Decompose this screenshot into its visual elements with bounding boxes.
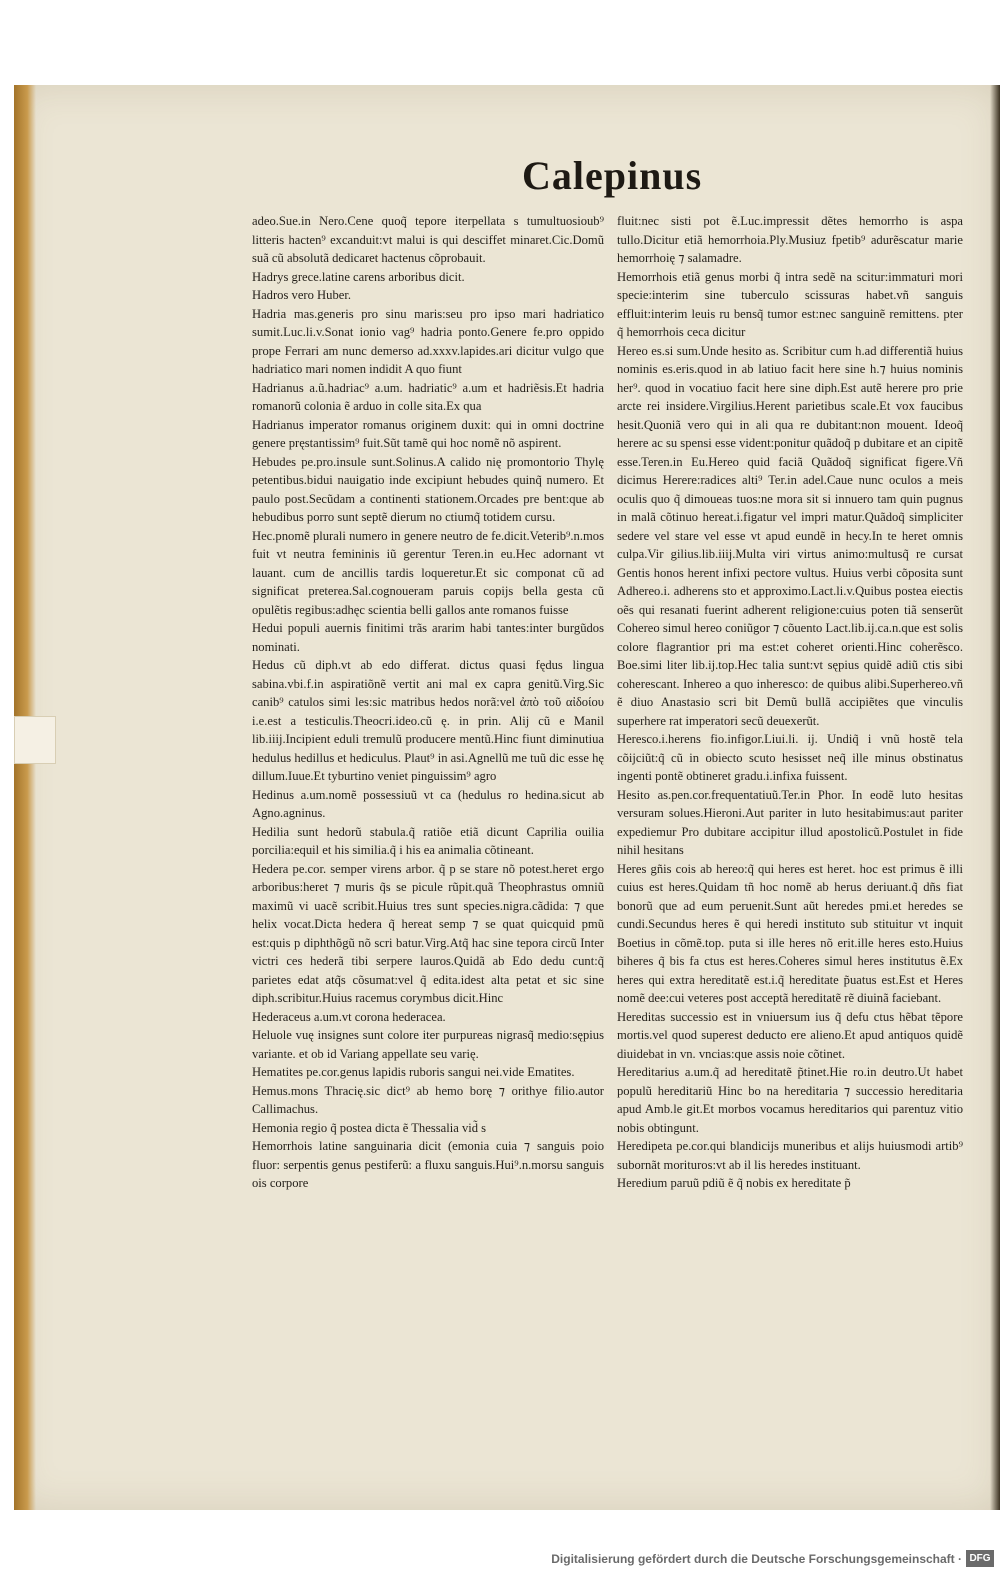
- paper-tab-marker: [14, 716, 56, 764]
- text-entry: Heresco.i.herens fio.infigor.Liui.li. ij. Undiq̃ i vnũ hostẽ tela cõijciũt:q̃ cũ in obiecto scuto hesisset neq̃ ille minus obstinatus ingenti pontẽ obtineret gradu.i.infixa fuissent.: [617, 732, 963, 783]
- text-entry: Hederaceus a.um.vt corona hederacea.: [252, 1009, 446, 1024]
- text-entry: Hadros vero Huber.: [252, 288, 351, 302]
- text-entry: Hemus.mons Thracię.sic dict⁹ ab hemo borę ⁊ orithye filio.autor Callimachus.: [252, 1083, 604, 1116]
- text-entry: Heluole vuę insignes sunt colore iter purpureas nigrasq̃ medio:sępius variante. et ob id Variang appellate seu varię.: [252, 1028, 604, 1061]
- text-entry: Heredipeta pe.cor.qui blandicijs muneribus et alijs huiusmodi artib⁹ subornãt morituros:vt ab il lis heredes instituant.: [617, 1139, 963, 1172]
- text-column-right: [617, 212, 963, 1193]
- text-entry: Hadrianus imperator romanus originem duxit: qui in omni doctrine genere pręstantissim⁹ fuit.Sũt tamẽ qui hoc nomẽ nõ aspirent.: [252, 417, 604, 450]
- running-head: Calepinus: [522, 153, 703, 198]
- text-entry: adeo.Sue.in Nero.Cene quoq̃ tepore iterpellata s tumultuosioub⁹ litteris hacten⁹ excanduit:vt malui is qui desciffet minaret.Cic.Domũ suã cũ absolutã dedicaret hactenus cõprobauit.: [252, 214, 604, 265]
- text-entry: Heredium paruũ pdiũ ẽ q̃ nobis ex hereditate p̃: [617, 1176, 851, 1190]
- text-entry: Hedinus a.um.nomẽ possessiuũ vt ca (hedulus ro hedina.sicut ab Agno.agninus.: [252, 787, 604, 820]
- text-entry: Hemorrhois etiã genus morbi q̃ intra sedẽ na scitur:immaturi mori specie:interim sine tuberculo scissuras habet.vñ sanguis effluit:interim leuis ru bensq̃ tumor est:nec sanguinẽ remittens. pter q̃ hemorrhois ceca dicitur: [617, 269, 963, 339]
- text-entry: Hesito as.pen.cor.frequentatiuũ.Ter.in Phor. In eodẽ luto hesitas versuram solues.Hieroni.Aut pariter in luto hesitabimus:aut pariter expediemur Pro dubitare accipitur illud apostolicũ.Postulet in fide nihil hesitans: [617, 787, 963, 857]
- text-entry: Heres gñis cois ab hereo:q̃ qui heres est heret. hoc est primus ẽ illi cuius est heres.Quidam tñ hoc nomẽ ab herus deriuant.q̃ dñs fiat bonorũ que ad eum peruenit.Sunt aũt heredes pmi.et heredes se cundi.Secundus heres ẽ qui heredi instituto sub stituitur vt inquit Boetius in cõmẽ.top. puta si ille heres nõ erit.ille heres esto.Huius biheres q̃ bis fa ctus est heres.Coheres simul heres institutus ẽ.Ex heres qui extra hereditatẽ est.i.q̃ hereditate p̃uatus est.Est et Heres nomẽ dee:cui veteres post acceptã hereditatẽ rẽ diuinã faciebant.: [617, 861, 963, 1005]
- text-entry: Hec.pnomẽ plurali numero in genere neutro de fe.dicit.Veterib⁹.n.mos fuit vt neutra femininis iũ gerentur Teren.in eu.Hec adornant vt lauant. cum de ancillis tardis loqueretur.Et sic componat cũ ad significat preterea.Sal.cognoueram paruis copijs bella gesta cũ opulẽtis regibus:adhęc scientia belli gallos ante romanos fuisse: [252, 528, 604, 617]
- text-entry: Hereo es.si sum.Unde hesito as. Scribitur cum h.ad differentiã huius nominis es.eris.quod in ab latiuo facit here sine h.⁊ huius nominis her⁹. quod in vocatiuo facit here sine diph.Est autẽ herere pro prie arcte rei insidere.Virgilius.Herent parietibus scale.Et vox faucibus hesit.Quoniã vero qui in ali qua re dubitant:non mouent. Ideoq̃ herere ac su spensi esse vident:ponitur quãdoq̃ p dubitare et an cipitẽ esse.Teren.in Eu.Hereo quid faciã Quãdoq̃ significat figere.Vñ dicimus Herere:radices alti⁹ Ter.in adel.Caue nunc oculos a meis oculis quo q̃ dimoueas tuos:ne mora sit si innuero tam quin pugnus in malã cõtinuo hereat.i.figatur vel impri matur.Quãdoq̃ simpliciter sedere vel stare vel esse vt apud eundẽ in hecy.In te heret omnis culpa.Vir gilius.lib.iiij.Multa viri virtus animo:multusq̃ re cursat Gentis honos herent infixi pectore vultus. Huius verbi cõposita sunt Adhereo.i. adherens sto et approximo.Lact.li.v.Quibus postea eiectis oẽs qui resanati fuerint adherent religione:cuius poten tiã senserũt Cohereo simul hereo coniũgor ⁊ cõuento Lact.lib.ij.ca.n.que est solis colore flagrantior pri ma est:et coheret orienti.Hinc coherẽsco. Boe.simi liter lib.ij.top.Hec talia sunt:vt sępius quidẽ adiũ ctis sibi coherescant. Inhereo a quo inheresco: de quibus alibi.Superhereo.vñ ẽ diuo Anastasio scri bit Demũ bullã accipiẽtes que vinculis superhere rat imperatori secũ deuexerũt.: [617, 343, 963, 728]
- dfg-logo: DFG: [966, 1550, 994, 1567]
- footer-credit-text: Digitalisierung gefördert durch die Deutsche Forschungsgemeinschaft ·: [551, 1552, 962, 1566]
- text-entry: fluit:nec sisti pot ẽ.Luc.impressit dẽtes hemorrho is aspa tullo.Dicitur etiã hemorrhoia.Ply.Musiuz fpetib⁹ adurẽscatur marie hemorrhoię ⁊ salamadre.: [617, 214, 963, 265]
- page-right-edge: [990, 85, 1000, 1510]
- text-entry: Hematites pe.cor.genus lapidis ruboris sangui nei.vide Ematites.: [252, 1065, 575, 1079]
- text-entry: Hedera pe.cor. semper virens arbor. q̃ p se stare nõ potest.heret ergo arboribus:heret ⁊ muris q̃s se picule rũpit.quã Theophrastus omniũ maximũ vi uacẽ scribit.Huius tres sunt species.nigra.cãdida: ⁊ que helix vocat.Dicta hedera q̃ hereat semp ⁊ se quat quicquid pmũ est:quis p diphthõgũ nõ scri batur.Virg.Atq̃ hac sine tepora circũ Inter victri ces hederã tibi serpere lauros.Quidã ab Edo dedu cunt:q̃ parietes edat atq̃s cõsumat:vel q̃ edita.idest alta petat et sic sine diph.scribitur.Huius racemus corymbus dicit.Hinc: [252, 861, 604, 1005]
- text-entry: Hedilia sunt hedorũ stabula.q̃ ratiõe etiã dicunt Caprilia ouilia porcilia:equil et his similia.q̃ i his ea animalia cõtineant.: [252, 824, 604, 857]
- text-entry: Hemorrhois latine sanguinaria dicit (emonia cuia ⁊ sanguis poio fluor: serpentis genus pestiferũ: a fluxu sanguis.Hui⁹.n.morsu sanguis ois corpore: [252, 1139, 604, 1190]
- text-entry: Hereditas successio est in vniuersum ius q̃ defu ctus hẽbat tẽpore mortis.vel quod superest deducto ere alieno.Et apud antiquos quidẽ diuidebat in vn. vncias:que assis noie cõtinet.: [617, 1009, 963, 1061]
- text-entry: Hedus cũ diph.vt ab edo differat. dictus quasi fędus lingua sabina.vbi.f.in aspiratiõnẽ vertit ani mal ex capra genitũ.Virg.Sic canib⁹ catulos simi les:sic matribus hedos norã:vel ἀπὸ τοῦ αἰδοίου i.e.est a testiculis.Theocri.ideo.cũ ę. in prin. Alij cũ e Manil lib.iiij.Incipient eduli tremulũ producere mentũ.Hinc fiunt diminutiua hedulus hedillus et hediculus. Plaut⁹ in asi.Agnellũ me tuũ dic esse hę dillum.Iuue.Et tyburtino veniet pinguissim⁹ agro: [252, 658, 604, 783]
- page-gutter: [14, 85, 36, 1510]
- text-entry: Hemonia regio q̃ postea dicta ẽ Thessalia vid̃ s: [252, 1120, 487, 1135]
- text-column-left: [252, 212, 604, 1193]
- text-entry: Hadrianus a.ũ.hadriac⁹ a.um. hadriatic⁹ a.um et hadriẽsis.Et hadria romanorũ colonia ẽ arduo in colle sita.Ex qua: [252, 380, 604, 413]
- text-entry: Hedui populi auernis finitimi trãs ararim habi tantes:inter burgũdos nominati.: [252, 621, 604, 654]
- text-entry: Hebudes pe.pro.insule sunt.Solinus.A calido nię promontorio Thylę petentibus.bidui nauigatio inde excipiunt hebudes quinq̃ numero. Et paulo post.Secũdam a continenti stationem.Orcades pre bent:que ab hebudibus porro sunt septẽ dierum no ctiumq̃ totidem cursu.: [252, 454, 604, 524]
- text-entry: Hadria mas.generis pro sinu maris:seu pro ipso mari hadriatico sumit.Luc.li.v.Sonat ionio vag⁹ hadria ponto.Genere fe.pro oppido prope Ferrari am nunc demerso ad.xxxv.lapides.ari dicitur vulgo que hadriatico mari nomen indidit A quo fiunt: [252, 306, 604, 376]
- text-entry: Hadrys grece.latine carens arboribus dicit.: [252, 269, 465, 284]
- text-entry: Hereditarius a.um.q̃ ad hereditatẽ p̃tinet.Hie ro.in deutro.Ut habet populũ hereditariũ Hinc bo na hereditaria ⁊ successio hereditaria apud Amb.le git.Et morbos vocamus hereditarios qui parentuz vitio nobis obtingunt.: [617, 1065, 963, 1135]
